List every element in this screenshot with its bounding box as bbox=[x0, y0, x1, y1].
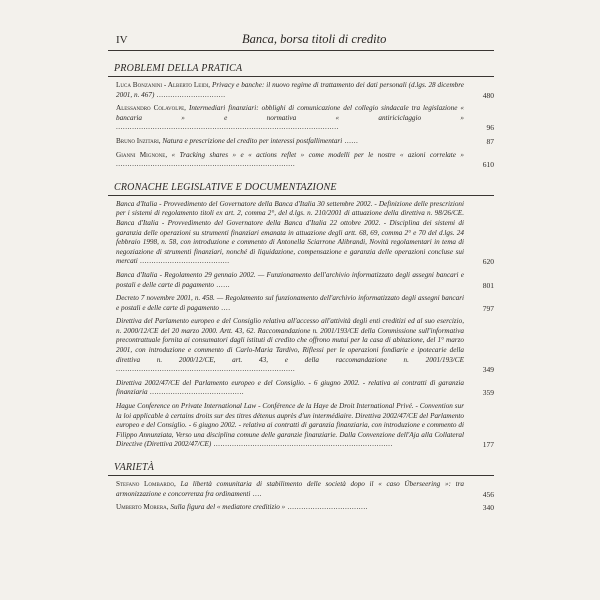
entry-page-number: 801 bbox=[482, 280, 494, 290]
leader-dots: .............................................................................. bbox=[116, 365, 296, 374]
leader-dots: .............................................................................. bbox=[116, 160, 296, 169]
entry-title: Decreto 7 novembre 2001, n. 458. — Regolamento sul funzionamento dell'archivio informatizzato degli assegni bancari e postali e delle carte di pagamento bbox=[116, 294, 464, 312]
leader-dots: ....................................... bbox=[137, 257, 230, 266]
entry-title: Direttiva 2002/47/CE del Parlamento europeo e del Consiglio. - 6 giugno 2002. - relativa ai contratti di garanzia finanziaria bbox=[116, 378, 464, 397]
toc-entry[interactable] bbox=[116, 294, 494, 313]
section-entries bbox=[108, 81, 494, 170]
page-header bbox=[108, 28, 494, 51]
page-number: IV bbox=[116, 34, 128, 46]
toc-sections bbox=[108, 63, 494, 513]
entry-page-number: 797 bbox=[482, 303, 494, 313]
toc-entry[interactable] bbox=[116, 480, 494, 499]
toc-entry[interactable] bbox=[116, 271, 494, 290]
entry-page-number: 480 bbox=[482, 90, 494, 100]
section-title: PROBLEMI DELLA PRATICA bbox=[108, 63, 494, 77]
entry-title: Privacy e banche: il nuovo regime di trattamento dei dati personali (d.lgs. 28 dicembre 2001, n. 467) bbox=[116, 81, 464, 99]
leader-dots: ...... bbox=[342, 136, 359, 145]
toc-entry[interactable] bbox=[116, 137, 494, 147]
toc-entry[interactable] bbox=[116, 402, 494, 450]
entry-page-number: 340 bbox=[482, 503, 494, 513]
entry-author: Bruno Inzitari, bbox=[116, 136, 163, 145]
entry-title: « Tracking shares » e « actions reflet » come modelli per le nostre « azioni correlate » bbox=[171, 150, 464, 159]
entry-title: Banca d'Italia - Regolamento 29 gennaio 2002. — Funzionamento dell'archivio informatizzato degli assegni bancari e postali e delle carte di pagamento bbox=[116, 270, 464, 289]
entry-author: Umberto Morera, bbox=[116, 503, 171, 512]
running-title: Banca, borsa titoli di credito bbox=[242, 32, 387, 46]
entry-page-number: 87 bbox=[486, 136, 494, 146]
entry-author: Gianni Mignone, bbox=[116, 150, 172, 159]
entry-page-number: 177 bbox=[482, 440, 494, 450]
entry-title: Intermediari finanziari: obblighi di comunicazione del collegio sindacale tra legislazione « bancaria » e normativa « antiriciclaggio » bbox=[116, 104, 464, 122]
entry-author: Alessandro Colavolpe, bbox=[116, 104, 189, 113]
leader-dots: ...... bbox=[214, 280, 231, 289]
toc-entry[interactable] bbox=[116, 104, 494, 133]
entry-title: Banca d'Italia - Provvedimento del Governatore della Banca d'Italia 30 settembre 2002. - Definizione delle prescrizioni per i sistemi di regolamento titoli ex art. 2, comma 2°, del d.lgs. n. 210/2001 di attuazione della direttiva n. 98/26/CE. Banca d'Italia - Provvedimento del Governatore della Banca d'Italia 22 ottobre 2002. - Disciplina dei sistemi di garanzia delle operazioni su strumenti finanziari emanata in attuazione degli artt. 68, 69, comma 2° e 70 del d.lgs. 24 febbraio 1998, n. 58, con introduzione e commento di Antonella Sciarrone Alibrandi, Novità regolamentari in tema di negoziazione di strumenti finanziari, nonché di liquidazione, compensazione e garanzia delle operazioni concluse sui mercati bbox=[116, 199, 464, 266]
leader-dots: .... bbox=[250, 489, 262, 498]
leader-dots: .............................................................................. bbox=[211, 440, 393, 449]
toc-entry[interactable] bbox=[116, 503, 494, 513]
toc-entry[interactable] bbox=[116, 379, 494, 398]
section-title: VARIETÀ bbox=[108, 462, 494, 476]
toc-entry[interactable] bbox=[116, 81, 494, 100]
entry-title: Sulla figura del « mediatore creditizio » bbox=[170, 503, 286, 512]
entry-page-number: 349 bbox=[482, 365, 494, 375]
toc-entry[interactable] bbox=[116, 151, 494, 170]
entry-page-number: 610 bbox=[482, 160, 494, 170]
entry-page-number: 359 bbox=[482, 388, 494, 398]
leader-dots: ......................................... bbox=[147, 388, 245, 397]
leader-dots: ................................... bbox=[285, 503, 368, 512]
leader-dots: ................................................................................................. bbox=[116, 123, 339, 132]
entry-title: Hague Conference on Private International Law - Conférence de la Haye de Droit International Privé. - Convention sur la loi applicable à certains droits sur des titres détenus auprès d'un intermédiaire. Direttiva 2002/47/CE del Parlamento europeo e del Consiglio. - 6 giugno 2002. - relativa ai contratti di garanzia finanziaria, con introduzione e commento di Filippo Annunziata, Verso una disciplina comune delle garanzie finanziarie. Dalla Convenzione dell'Aja alla Collateral Directive (Direttiva 2002/47/CE) bbox=[116, 402, 464, 449]
entry-author: Stefano Lombardo, bbox=[116, 480, 181, 488]
section-entries bbox=[108, 200, 494, 450]
entry-author: Luca Bonzanini - Alberto Leidi, bbox=[116, 81, 212, 89]
leader-dots: .... bbox=[219, 303, 231, 312]
section-title: CRONACHE LEGISLATIVE E DOCUMENTAZIONE bbox=[108, 182, 494, 196]
toc-entry[interactable] bbox=[116, 317, 494, 375]
entry-page-number: 620 bbox=[482, 257, 494, 267]
entry-title: La libertà comunitaria di stabilimento delle società dopo il « caso Überseering »: tra armonizzazione e concorrenza fra ordinamenti bbox=[116, 480, 464, 498]
entry-title: Natura e prescrizione del credito per interessi postfallimentari bbox=[162, 136, 343, 145]
entry-page-number: 456 bbox=[482, 489, 494, 499]
toc-page bbox=[108, 28, 494, 513]
leader-dots: .............................. bbox=[154, 90, 226, 99]
toc-entry[interactable] bbox=[116, 200, 494, 267]
section-entries bbox=[108, 480, 494, 513]
entry-page-number: 96 bbox=[486, 123, 494, 133]
entry-title: Direttiva del Parlamento europeo e del Consiglio relativa all'accesso all'attività degli enti creditizi ed al suo esercizio, n. 2000/12/CE del 20 marzo 2000. Artt. 43, 62. Raccomandazione n. 2001/193/CE della Commissione sull'informativa precontrattuale fornita ai consumatori dagli istituti di credito che offrono mutui per la casa di abitazione, del 1° marzo 2001, con introduzione e commento di Carlo-Maria Tardivo, Riflessi per le operazioni fondiarie e ipotecarie della direttiva n. 2000/12/CE, art. 43, e della raccomandazione n. 2001/193/CE bbox=[116, 317, 464, 364]
